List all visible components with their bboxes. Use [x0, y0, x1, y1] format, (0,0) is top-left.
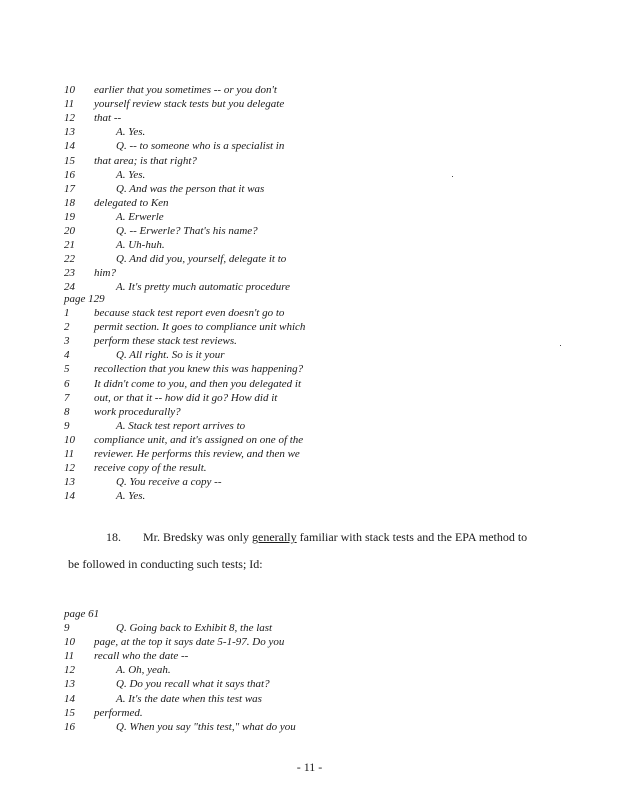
line-text: Q. And was the person that it was: [116, 182, 265, 195]
line-number: 10: [64, 433, 75, 446]
line-text: out, or that it -- how did it go? How did it: [94, 391, 278, 404]
line-number: 1: [64, 307, 70, 319]
line-number: 24: [64, 281, 75, 294]
line-number: 12: [64, 664, 75, 677]
line-number: 23: [64, 267, 75, 280]
line-text: receive copy of the result.: [94, 462, 207, 475]
line-text: yourself review stack tests but you delegate: [94, 98, 285, 111]
paragraph-number: 18.: [106, 530, 121, 544]
line-number: 12: [64, 462, 75, 475]
line-text: It didn't come to you, and then you delegated it: [94, 377, 302, 390]
paragraph-18-line-1: [106, 530, 527, 544]
line-text: him?: [94, 267, 116, 280]
line-text: Q. When you say "this test," what do you: [116, 720, 296, 733]
page-label-61: page 61: [64, 608, 100, 620]
paragraph-text-cont: familiar with stack tests and the EPA method to: [296, 530, 528, 544]
line-number: 15: [64, 154, 75, 167]
line-text: A. Oh, yeah.: [116, 664, 171, 677]
line-number: 20: [64, 225, 75, 237]
line-number: 9: [64, 419, 70, 432]
line-text: A. Yes.: [116, 168, 146, 181]
line-number: 13: [64, 126, 75, 139]
line-number: 14: [64, 490, 75, 503]
line-number: 15: [64, 706, 75, 719]
line-number: 13: [64, 476, 75, 489]
paragraph-18-line-2: be followed in conducting such tests; Id:: [68, 557, 263, 571]
line-text: reviewer. He performs this review, and then we: [94, 448, 300, 460]
line-text: Q. -- Erwerle? That's his name?: [116, 225, 258, 237]
line-number: 22: [64, 253, 75, 266]
line-text: permit section. It goes to compliance unit which: [94, 321, 306, 334]
line-number: 19: [64, 210, 75, 223]
line-number: 16: [64, 720, 75, 733]
line-number: 14: [64, 692, 75, 705]
line-number: 18: [64, 196, 75, 209]
line-number: 11: [64, 98, 75, 111]
line-number: 11: [64, 448, 75, 460]
line-number: 16: [64, 168, 75, 181]
line-text: recollection that you knew this was happening?: [94, 363, 304, 376]
line-text: A. It's the date when this test was: [116, 692, 262, 705]
line-text: A. Yes.: [116, 126, 146, 139]
line-text: that --: [94, 112, 122, 125]
line-number: 6: [64, 377, 70, 390]
paragraph-text: Mr. Bredsky was only: [143, 530, 252, 544]
line-text: delegated to Ken: [94, 196, 169, 209]
line-text: Q. Do you recall what it says that?: [116, 678, 270, 691]
line-text: perform these stack test reviews.: [94, 335, 237, 348]
line-text: A. Erwerle: [116, 210, 164, 223]
line-number: 4: [64, 349, 70, 362]
line-number: 9: [64, 622, 70, 634]
line-text: that area; is that right?: [94, 154, 197, 167]
page-label: page 129: [64, 293, 105, 305]
scan-speck: [452, 176, 453, 177]
line-text: performed.: [94, 706, 143, 719]
line-text: because stack test report even doesn't go to: [94, 307, 285, 319]
line-text: Q. All right. So is it your: [116, 349, 225, 362]
line-number: 10: [64, 84, 75, 96]
line-text: A. It's pretty much automatic procedure: [116, 281, 291, 294]
line-number: 17: [64, 182, 75, 195]
line-number: 7: [64, 391, 70, 404]
line-text: recall who the date --: [94, 650, 189, 663]
line-number: 11: [64, 650, 75, 663]
line-number: 3: [64, 335, 70, 348]
scan-speck: [560, 345, 561, 346]
line-number: 14: [64, 140, 75, 153]
line-text: Q. Going back to Exhibit 8, the last: [116, 622, 273, 634]
line-number: 21: [64, 239, 75, 252]
line-number: 10: [64, 636, 75, 649]
underlined-word: generally: [252, 530, 297, 544]
line-number: 8: [64, 405, 70, 418]
line-number: 5: [64, 363, 70, 376]
line-number: 12: [64, 112, 75, 125]
page-number: - 11 -: [296, 760, 323, 774]
line-text: compliance unit, and it's assigned on one of the: [94, 433, 304, 446]
line-text: Q. -- to someone who is a specialist in: [116, 140, 285, 153]
line-text: Q. You receive a copy --: [116, 476, 222, 489]
line-text: work procedurally?: [94, 405, 181, 418]
line-text: Q. And did you, yourself, delegate it to: [116, 253, 287, 266]
line-text: A. Uh-huh.: [116, 239, 165, 252]
line-number: 2: [64, 321, 70, 334]
line-number: 13: [64, 678, 75, 691]
line-text: earlier that you sometimes -- or you don't: [94, 84, 277, 96]
line-text: page, at the top it says date 5-1-97. Do you: [94, 636, 285, 649]
line-text: A. Yes.: [116, 490, 146, 503]
line-text: A. Stack test report arrives to: [116, 419, 246, 432]
